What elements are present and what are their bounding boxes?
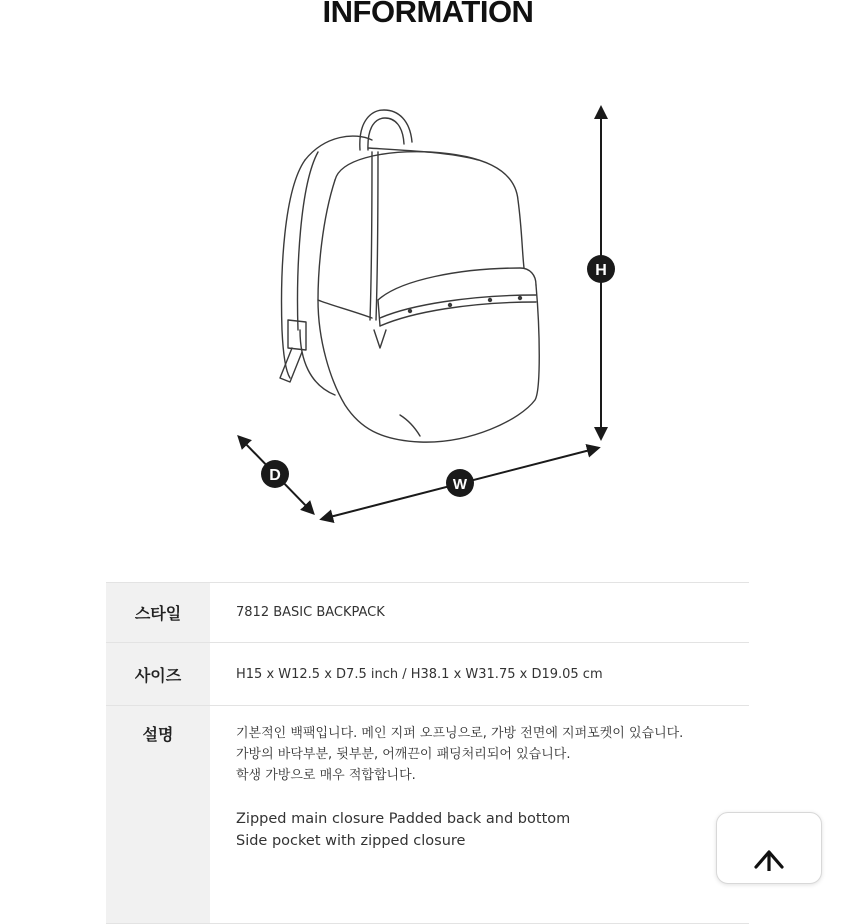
desc-ko-line: 학생 가방으로 매우 적합합니다.: [236, 768, 416, 783]
desc-ko-line: 가방의 바닥부분, 뒷부분, 어깨끈이 패딩처리되어 있습니다.: [236, 747, 571, 762]
arrow-up-icon: [753, 843, 785, 871]
depth-marker-label: D: [269, 467, 281, 484]
spec-desc-value: [210, 706, 749, 924]
spec-row-description: [106, 706, 749, 924]
desc-en-line: Zipped main closure Padded back and bottom: [236, 811, 571, 827]
spec-style-value: 7812 BASIC BACKPACK: [210, 583, 749, 643]
page-title: INFORMATION: [322, 0, 534, 29]
desc-en-line: Side pocket with zipped closure: [236, 833, 466, 849]
product-spec-table: [106, 582, 749, 924]
spec-style-label: 스타일: [106, 583, 210, 643]
spec-size-value: H15 x W12.5 x D7.5 inch / H38.1 x W31.75 x D19.05 cm: [210, 643, 749, 706]
scroll-to-top-button[interactable]: [716, 812, 822, 884]
desc-ko-line: 기본적인 백팩입니다. 메인 지퍼 오프닝으로, 가방 전면에 지퍼포켓이 있습니다.: [236, 726, 684, 741]
spec-size-label: 사이즈: [106, 643, 210, 706]
spec-row-size: [106, 643, 749, 706]
spec-desc-label: 설명: [106, 706, 210, 924]
width-marker-label: W: [452, 476, 468, 493]
spec-row-style: [106, 583, 749, 643]
backpack-illustration: [280, 110, 539, 442]
height-marker-label: H: [595, 262, 607, 279]
desc-spacer: [236, 786, 748, 808]
